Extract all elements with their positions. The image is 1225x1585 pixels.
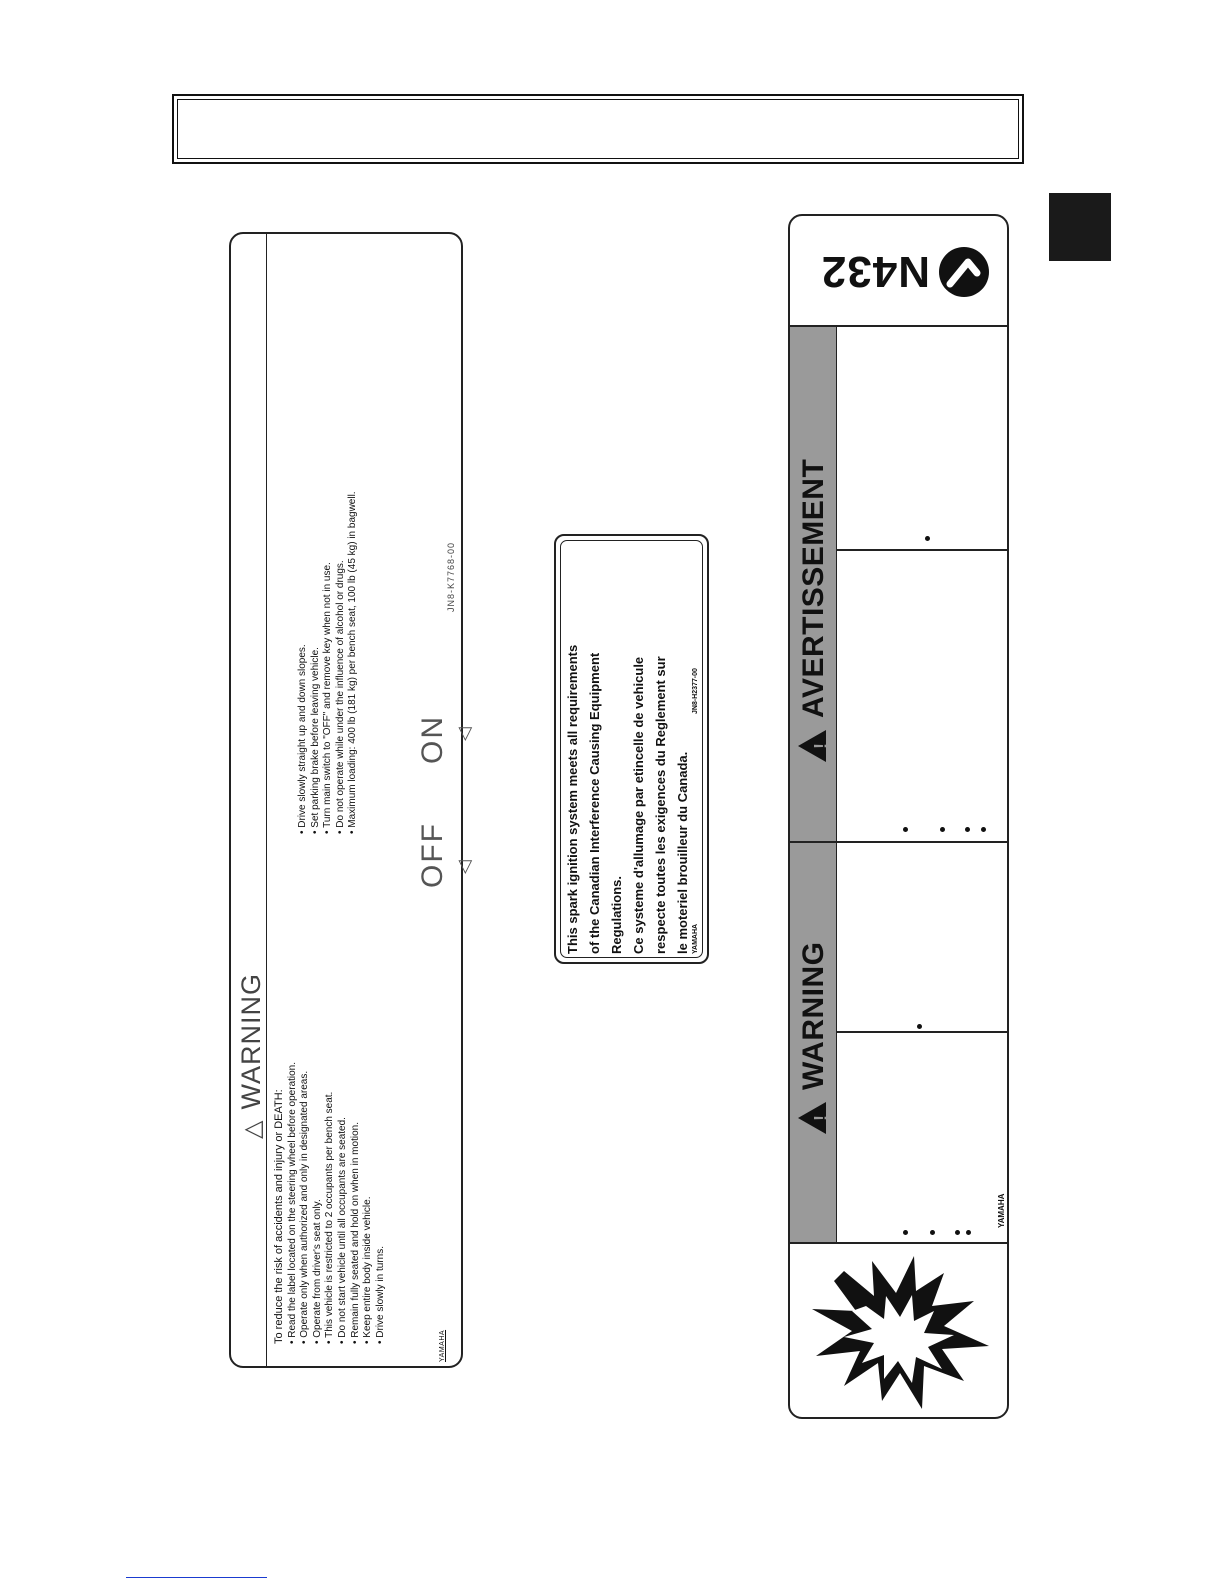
cert-line: Regulations. bbox=[609, 875, 624, 954]
list-item: • Do not start vehicle until all occupants are seated. bbox=[336, 1117, 348, 1344]
switch-off-label: OFF bbox=[416, 822, 449, 888]
cert-line: This spark ignition system meets all requirements bbox=[565, 644, 580, 954]
list-item: • Read the label located on the steering wheel before operation. bbox=[286, 1061, 298, 1344]
avertissement-heading-text: AVERTISSEMENT bbox=[797, 458, 830, 718]
cert-line: of the Canadian Interference Causing Equipment bbox=[587, 652, 602, 954]
header-box bbox=[172, 94, 1024, 164]
list-item: • Set parking brake before leaving vehicle. bbox=[309, 647, 321, 834]
bullet-dot bbox=[981, 827, 986, 832]
warning-label bbox=[229, 232, 474, 1368]
divider bbox=[790, 841, 1009, 843]
cert-line: le moteriel brouilleur du Canada. bbox=[675, 751, 690, 954]
bullet-dot bbox=[917, 1024, 922, 1029]
footer-link-underline[interactable] bbox=[126, 1577, 267, 1578]
list-item: • Operate only when authorized and only in designated areas. bbox=[299, 1070, 311, 1344]
label-header-divider bbox=[266, 234, 267, 1366]
switch-on-label: ON bbox=[416, 715, 449, 764]
warning-items-right bbox=[297, 344, 397, 834]
warning-heading bbox=[796, 874, 832, 1134]
part-code: JN8-H2377-00 bbox=[692, 668, 699, 714]
certification-label bbox=[554, 534, 709, 964]
battery-warning-label bbox=[788, 214, 1009, 1419]
bullet-dot bbox=[930, 1230, 935, 1235]
bullet-dot bbox=[955, 1230, 960, 1235]
brand-mark: YAMAHA bbox=[997, 1193, 1006, 1228]
cert-line: Ce systeme d'allumage par etincelle de vehicule bbox=[631, 656, 646, 954]
brand-mark: YAMAHA bbox=[692, 923, 699, 954]
list-item: • Maximum loading: 400 lb (181 kg) per bench seat, 100 lb (45 kg) in bagwell. bbox=[347, 491, 359, 834]
list-item: • Turn main switch to "OFF" and remove key when not in use. bbox=[322, 562, 334, 834]
list-item: • This vehicle is restricted to 2 occupants per bench seat. bbox=[324, 1091, 336, 1344]
list-item: • Do not operate while under the influence of alcohol or drugs. bbox=[334, 560, 346, 834]
bullet-dot bbox=[903, 1230, 908, 1235]
triangle-up-icon: ◁ bbox=[454, 727, 474, 741]
brand-mark: YAMAHA bbox=[439, 1329, 446, 1362]
list-item: • Keep entire body inside vehicle. bbox=[362, 1196, 374, 1344]
warning-title-text: WARNING bbox=[236, 973, 266, 1110]
avertissement-heading bbox=[796, 382, 832, 762]
list-item: • Drive slowly straight up and down slopes. bbox=[297, 644, 308, 834]
explosion-hazard-icon bbox=[804, 1251, 994, 1416]
cert-line: respecte toutes les exigences du Reglement sur bbox=[653, 656, 668, 954]
header-band-border bbox=[836, 327, 837, 1242]
warning-label-title bbox=[235, 839, 267, 1139]
divider bbox=[836, 549, 1009, 551]
bullet-dot bbox=[903, 827, 908, 832]
recycle-code-text: N432 bbox=[820, 247, 930, 296]
chapter-tab bbox=[1049, 193, 1111, 261]
divider bbox=[836, 1031, 1009, 1033]
bullet-dot bbox=[940, 827, 945, 832]
list-item: • Operate from driver's seat only. bbox=[311, 1199, 323, 1344]
divider bbox=[790, 1242, 1007, 1244]
warning-triangle-icon: △ bbox=[239, 1119, 266, 1139]
triangle-down-icon: ◁ bbox=[454, 860, 474, 874]
list-item: • Remain fully seated and hold on when in motion. bbox=[349, 1122, 361, 1344]
recycle-code bbox=[810, 240, 990, 300]
list-item: • Drive slowly in turns. bbox=[374, 1246, 386, 1344]
warning-heading-text: WARNING bbox=[797, 941, 830, 1090]
warning-lead: To reduce the risk of accidents and injury or DEATH: bbox=[273, 1089, 285, 1344]
bullet-dot bbox=[966, 1230, 971, 1235]
warning-items-left bbox=[273, 944, 433, 1344]
certification-text bbox=[562, 554, 692, 954]
check-circle-logo-icon bbox=[938, 246, 990, 298]
part-code: JN8-K7768-00 bbox=[446, 541, 456, 612]
bullet-dot bbox=[965, 827, 970, 832]
warning-triangle-icon bbox=[798, 730, 826, 762]
divider bbox=[790, 325, 1007, 327]
warning-triangle-icon bbox=[798, 1102, 826, 1134]
bullet-dot bbox=[925, 536, 930, 541]
